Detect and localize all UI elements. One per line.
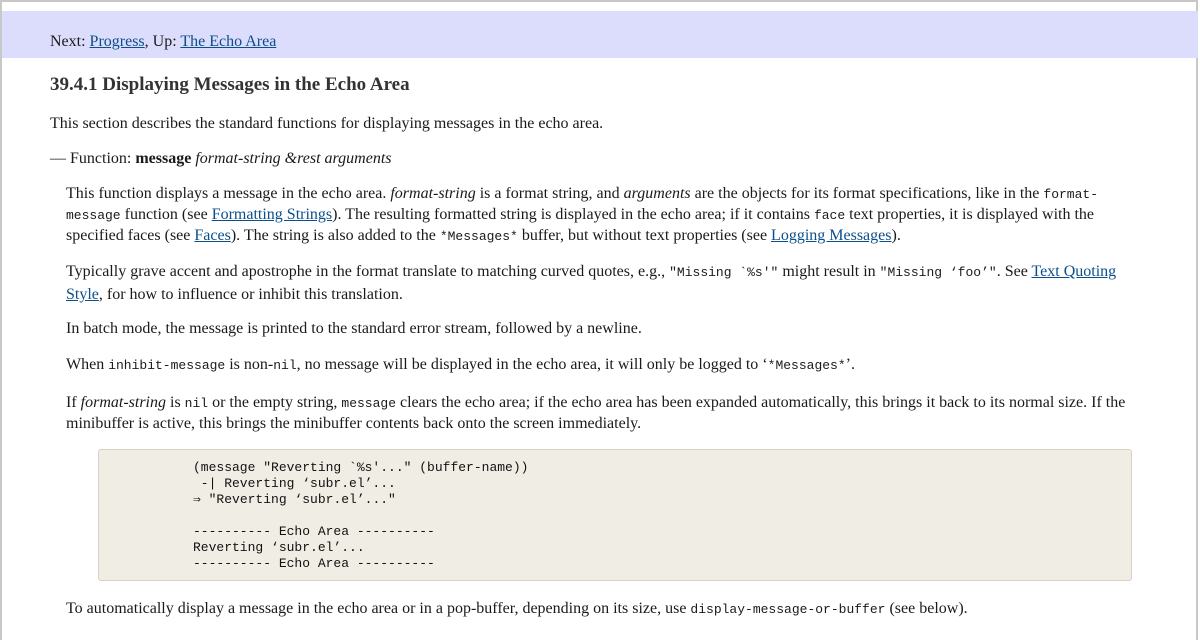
code-inhibit-message: inhibit-message xyxy=(108,358,226,373)
description-paragraph-4: When inhibit-message is non-nil, no message will be displayed in the echo area, it will only be logged to ‘*Messages*’. xyxy=(66,356,855,373)
description-paragraph-5: If format-string is nil or the empty string, message clears the echo area; if the echo area has been expanded automatically, this brings it back to its normal size. If the minibuffer is active, this brings the minibuffer contents back onto the screen immediately. xyxy=(66,394,1126,432)
code-nil: nil xyxy=(273,358,297,373)
intro-paragraph: This section describes the standard functions for displaying messages in the echo area. xyxy=(50,115,604,132)
description-paragraph-1: This function displays a message in the echo area. format-string is a format string, and arguments are the objects for its format specifications, like in the format-message function (see Formatting Strings). The resulting formatted string is displayed in the echo area; if it contains face text properties, it is displayed with the specified faces (see Faces). The string is also added to the *Messages* buffer, but without text properties (see Logging Messages). xyxy=(66,185,1099,244)
defun-prefix: — Function: xyxy=(50,150,132,167)
code-format-message: format-message xyxy=(66,187,1099,223)
code-example: (message "Reverting `%s'..." (buffer-name)) -| Reverting ‘subr.el’... ⇒ "Reverting ‘subr.el’..." ---------- Echo Area ---------- Reverting ‘subr.el’... ---------- Echo Area ---------- xyxy=(193,460,529,571)
function-definition xyxy=(50,149,391,169)
link-faces[interactable]: Faces xyxy=(194,227,231,244)
up-link[interactable]: The Echo Area xyxy=(180,33,277,50)
next-label: Next: xyxy=(50,33,86,50)
up-label: Up: xyxy=(152,33,177,50)
main-content xyxy=(50,74,1140,617)
section-heading: 39.4.1 Displaying Messages in the Echo Area xyxy=(50,74,410,95)
next-link[interactable]: Progress xyxy=(89,33,145,50)
function-name: message xyxy=(135,150,192,167)
code-message: message xyxy=(341,396,396,411)
link-formatting-strings[interactable]: Formatting Strings xyxy=(211,206,333,223)
code-messages-buffer: *Messages* xyxy=(439,229,518,244)
nav-text: Next: Progress, Up: The Echo Area xyxy=(50,33,277,50)
code-face: face xyxy=(813,208,846,223)
function-args: format-string &rest arguments xyxy=(195,150,392,167)
code-missing-curved: "Missing ‘foo’" xyxy=(879,265,997,280)
code-missing-grave: "Missing `%s'" xyxy=(669,265,779,280)
code-example-block xyxy=(98,449,1132,581)
code-display-message-or-buffer: display-message-or-buffer xyxy=(690,602,886,617)
code-nil-2: nil xyxy=(184,396,209,411)
link-logging-messages[interactable]: Logging Messages xyxy=(771,227,892,244)
navigation-bar xyxy=(2,11,1198,58)
description-paragraph-6: To automatically display a message in the echo area or in a pop-buffer, depending on its size, use display-message-or-buffer (see below). xyxy=(66,600,968,617)
description-paragraph-3: In batch mode, the message is printed to the standard error stream, followed by a newline. xyxy=(66,320,642,337)
code-messages: *Messages* xyxy=(767,358,846,373)
link-text-quoting-style[interactable]: Text Quoting Style xyxy=(66,263,1117,303)
description-paragraph-2: Typically grave accent and apostrophe in the format translate to matching curved quotes, e.g., "Missing `%s'" might result in "Missing ‘foo’". See Text Quoting Style, for how to influence or inhibit this translation. xyxy=(66,263,1117,303)
